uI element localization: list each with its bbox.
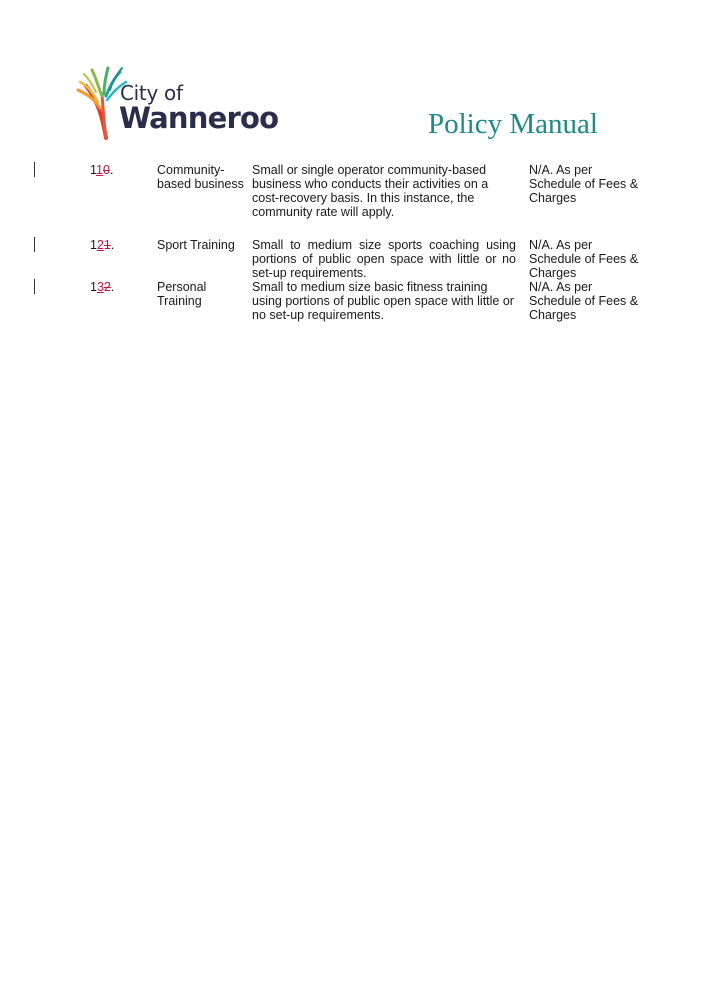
activity-name: Personal Training (157, 280, 207, 308)
item-number-suffix: . (110, 238, 115, 252)
activity-description: Small to medium size basic fitness training using portions of public open space with little or no set-up requirements. (252, 280, 514, 322)
item-number (90, 238, 114, 252)
item-number-prefix: 1 (90, 163, 97, 177)
activity-name: Sport Training (157, 238, 235, 252)
activity-fee: N/A. As per Schedule of Fees & Charges (529, 238, 639, 280)
city-of-wanneroo-logo (76, 64, 286, 140)
revision-change-bar (34, 162, 35, 177)
item-number (90, 163, 113, 177)
item-number-deleted: 1 (103, 238, 111, 252)
item-number-prefix: 1 (90, 280, 97, 294)
item-number (90, 280, 114, 294)
item-number-inserted: 1 (96, 163, 103, 177)
item-number-deleted: 0 (102, 163, 110, 177)
revision-change-bar (34, 279, 35, 294)
activity-name: Community-based business (157, 163, 244, 191)
item-number-suffix: . (110, 280, 115, 294)
activity-fee: N/A. As per Schedule of Fees & Charges (529, 163, 639, 205)
item-number-suffix: . (109, 163, 114, 177)
policy-manual-title: Policy Manual (428, 108, 598, 140)
item-number-prefix: 1 (90, 238, 97, 252)
item-number-deleted: 2 (103, 280, 111, 294)
activity-fee: N/A. As per Schedule of Fees & Charges (529, 280, 639, 322)
logo-city-of: City of (120, 81, 183, 105)
logo-wanneroo: Wanneroo (119, 101, 279, 135)
activity-description: Small to medium size sports coaching using portions of public open space with little or no set-up requirements. (252, 238, 516, 280)
revision-change-bar (34, 237, 35, 252)
item-number-inserted: 3 (96, 280, 104, 294)
activity-description: Small or single operator community-based business who conducts their activities on a cost-recovery basis. In this instance, the community rate will apply. (252, 163, 489, 219)
item-number-inserted: 2 (96, 238, 104, 252)
